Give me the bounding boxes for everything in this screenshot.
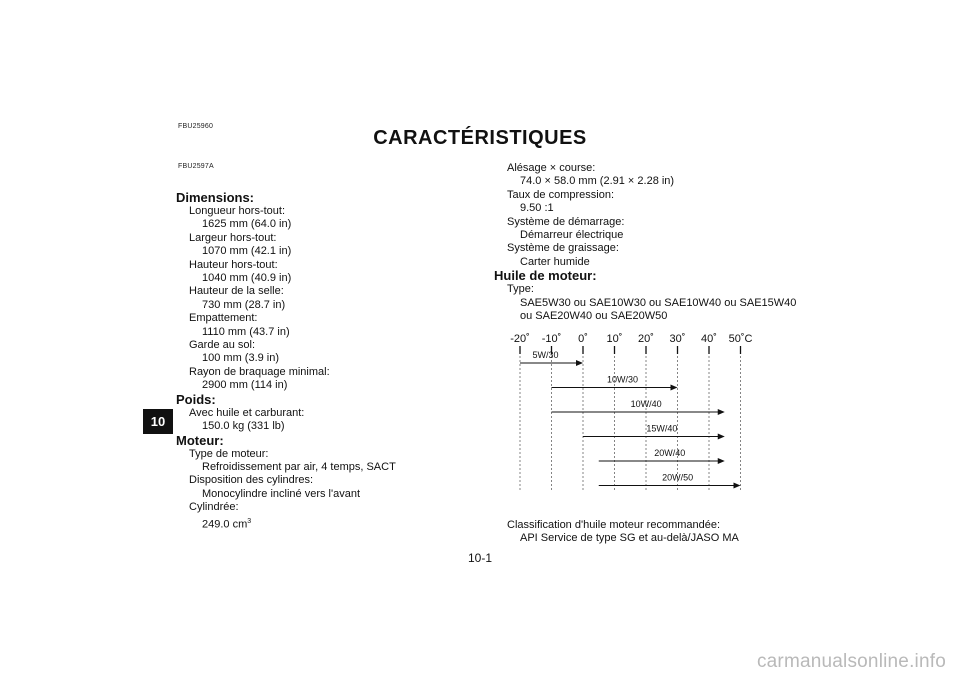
spec-value: Démarreur électrique [520,229,624,242]
spec-value: 100 mm (3.9 in) [202,352,280,365]
oil-grade-label: 15W/40 [646,423,678,434]
document-code-sub: FBU2597A [178,163,214,170]
spec-value: 1625 mm (64.0 in) [202,218,292,231]
oil-grade-arrowhead [718,458,725,464]
left-column [176,191,396,532]
oil-grade-arrowhead [718,409,725,415]
oil-grade-label: 5W/30 [532,350,559,360]
dimensions-list [176,205,396,393]
section-heading-huile: Huile de moteur: [494,268,597,284]
spec-label: Largeur hors-tout: [189,231,277,244]
oil-grade-arrowhead [734,483,741,489]
spec-value: 9.50 :1 [520,202,554,215]
spec-value: 1040 mm (40.9 in) [202,272,292,285]
spec-value: ou SAE20W40 ou SAE20W50 [520,310,668,323]
classification-block [494,519,739,546]
spec-label: Taux de compression: [507,188,614,201]
spec-value: Carter humide [520,255,590,268]
spec-label: Hauteur hors-tout: [189,258,278,271]
temperature-tick-label: 40˚ [701,333,717,345]
spec-label: Type: [507,283,534,296]
temperature-tick-label: -20˚ [510,333,530,345]
spec-value: 1110 mm (43.7 in) [202,325,290,338]
page-title: CARACTÉRISTIQUES [373,127,587,149]
oil-grade-label: 10W/30 [606,374,639,385]
spec-value: API Service de type SG et au-delà/JASO MA [520,532,739,545]
spec-label: Avec huile et carburant: [189,406,305,419]
spec-value: Monocylindre incliné vers l'avant [202,487,361,500]
oil-grade-arrowhead [718,434,725,440]
spec-value: Refroidissement par air, 4 temps, SACT [202,460,396,473]
oil-grade-label: 20W/40 [654,448,686,458]
spec-label: Classification d'huile moteur recommandée: [507,519,721,531]
temperature-tick-label: 20˚ [638,333,654,345]
watermark: carmanualsonline.info [756,651,946,672]
oil-viscosity-chart [496,325,766,500]
spec-label: Système de graissage: [507,242,619,255]
section-heading-poids: Poids: [176,391,216,407]
temperature-tick-label: 50˚C [728,333,753,345]
temperature-tick-label: 30˚ [669,333,686,345]
page-number: 10-1 [467,551,493,565]
section-heading-moteur: Moteur: [176,432,224,448]
oil-grade-label: 10W/40 [630,399,662,409]
chapter-tab: 10 [143,409,173,434]
spec-label: Disposition des cylindres: [189,474,314,487]
cylindree-value: 249.0 cm [202,518,248,531]
oil-grade-arrowhead [671,385,678,391]
cylindree-unit-sup: 3 [247,517,252,525]
spec-label: Rayon de braquage minimal: [189,365,330,378]
right-column [494,162,796,323]
document-code-top: FBU25960 [178,123,214,130]
spec-value: 2900 mm (114 in) [202,379,288,392]
temperature-tick-label: 10˚ [606,333,623,345]
spec-value: 1070 mm (42.1 in) [202,245,292,258]
spec-label: Cylindrée: [189,501,239,514]
spec-label: Type de moteur: [189,447,269,460]
oil-grade-arrowhead [576,360,583,366]
oil-viscosity-chart-svg [496,325,766,495]
spec-value: 74.0 × 58.0 mm (2.91 × 2.28 in) [520,175,675,188]
spec-label: Empattement: [189,312,258,325]
spec-value-cylindree [176,515,396,532]
spec-label: Hauteur de la selle: [189,285,284,298]
spec-label: Alésage × course: [507,162,596,174]
spec-label: Système de démarrage: [507,215,625,228]
oil-grade-label: 20W/50 [662,472,694,483]
spec-label: Longueur hors-tout: [189,205,286,217]
section-heading-dimensions: Dimensions: [176,190,255,205]
spec-value: SAE5W30 ou SAE10W30 ou SAE10W40 ou SAE15W40 [520,296,797,309]
temperature-tick-label: -10˚ [541,333,562,345]
temperature-tick-label: 0˚ [578,333,588,345]
spec-value: 730 mm (28.7 in) [202,298,286,311]
spec-value: 150.0 kg (331 lb) [202,420,285,433]
spec-label: Garde au sol: [189,339,256,352]
